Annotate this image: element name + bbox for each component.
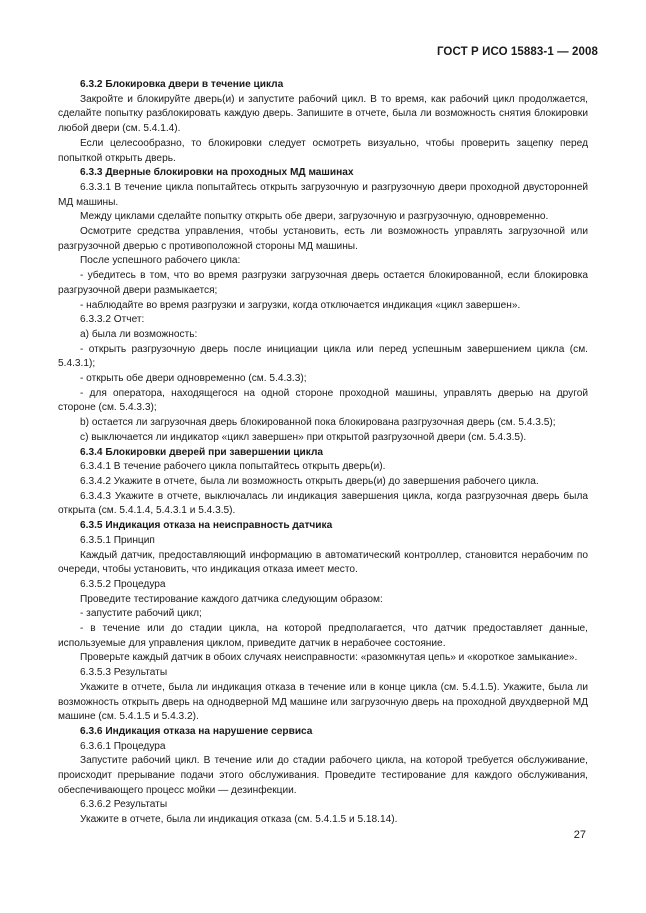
paragraph: 6.3.4.1 В течение рабочего цикла попытайтесь открыть дверь(и). [80, 461, 386, 473]
paragraph: Укажите в отчете, была ли индикация отказа в течение или в конце цикла (см. 5.4.1.5). Укажите, была ли возможность открыть дверь на однодверной МД машине или загрузочную дверь на проходной двухдверной МД машине (см. 5.4.1.5 и 5.4.3.2). [58, 681, 588, 723]
page-number: 27 [573, 829, 586, 841]
list-item: - наблюдайте во время разгрузки и загрузки, когда отключается индикация «цикл завершен». [80, 299, 521, 311]
subsection-title: 6.3.6.1 Процедура [80, 740, 166, 752]
subsection-title: 6.3.5.2 Процедура [80, 578, 166, 590]
list-item: - запустите рабочий цикл; [80, 608, 202, 620]
section-heading: 6.3.2 Блокировка двери в течение цикла [80, 79, 284, 90]
paragraph: Между циклами сделайте попытку открыть обе двери, загрузочную и разгрузочную, одновременно. [80, 211, 549, 223]
list-item: - убедитесь в том, что во время разгрузки загрузочная дверь остается блокированной, если блокировка разгрузочной двери размыкается; [58, 270, 588, 296]
list-item: b) остается ли загрузочная дверь блокированной пока блокирована разгрузочная дверь (см. 5.4.3.5); [80, 417, 556, 429]
paragraph: Осмотрите средства управления, чтобы установить, есть ли возможность управлять загрузочной или разгрузочной дверью с противоположной стороны МД машины. [58, 226, 588, 252]
list-item: - в течение или до стадии цикла, на которой предполагается, что датчик предоставляет данные, используемые для управления циклом, приведите датчик в нерабочее состояние. [58, 623, 588, 649]
section-heading: 6.3.6 Индикация отказа на нарушение сервиса [80, 725, 313, 737]
list-item: - открыть разгрузочную дверь после инициации цикла или перед успешным завершением цикла (см. 5.4.3.1); [58, 343, 588, 370]
paragraph: Проверьте каждый датчик в обоих случаях неисправности: «разомкнутая цепь» и «короткое замыкание». [80, 652, 578, 664]
paragraph: 6.3.3.1 В течение цикла попытайтесь открыть загрузочную и разгрузочную двери проходной двусторонней МД машины. [58, 181, 588, 208]
paragraph: Проведите тестирование каждого датчика следующим образом: [80, 593, 383, 605]
subsection-title: 6.3.5.3 Результаты [80, 667, 168, 679]
section-heading: 6.3.4 Блокировки дверей при завершении цикла [80, 446, 324, 458]
standard-header: ГОСТ Р ИСО 15883-1 — 2008 [436, 46, 598, 58]
list-item: - открыть обе двери одновременно (см. 5.4.3.3); [80, 373, 307, 385]
subsection-title: 6.3.5.1 Принцип [80, 534, 155, 546]
section-heading: 6.3.5 Индикация отказа на неисправность датчика [80, 520, 333, 532]
list-item: - для оператора, находящегося на одной стороне проходной машины, управлять дверью на другой стороне (см. 5.4.3.3); [58, 387, 588, 414]
paragraph: Укажите в отчете, была ли индикация отказа (см. 5.4.1.5 и 5.18.14). [80, 814, 398, 826]
paragraph: Каждый датчик, предоставляющий информацию в автоматический контроллер, становится нерабочим по очереди, чтобы установить, что индикация отказа имеет место. [58, 549, 588, 576]
paragraph: 6.3.3.2 Отчет: [80, 314, 145, 326]
subsection-title: 6.3.6.2 Результаты [80, 799, 168, 811]
paragraph: Если целесообразно, то блокировки следует осмотреть визуально, чтобы проверить зацепку перед попыткой открыть дверь. [58, 137, 588, 164]
paragraph: Закройте и блокируйте дверь(и) и запустите рабочий цикл. В то время, как рабочий цикл продолжается, сделайте попытку разблокировать каждую дверь. Запишите в отчете, была ли возможность снятия блокировки любой двери (см. 5.4.1.4). [58, 93, 588, 135]
paragraph: Запустите рабочий цикл. В течение или до стадии рабочего цикла, на которой требуется обслуживание, происходит прерывание подачи этого обслуживания. Проведите тестирование для каждого обслуживания, обеспечивающего процесс мойки — дезинфекции. [58, 755, 588, 796]
section-heading: 6.3.3 Дверные блокировки на проходных МД машинах [80, 167, 354, 179]
document-body [58, 78, 588, 828]
list-item: с) выключается ли индикатор «цикл завершен» при открытой разгрузочной двери (см. 5.4.3.5). [80, 431, 527, 443]
paragraph: После успешного рабочего цикла: [80, 255, 241, 267]
paragraph: 6.3.4.2 Укажите в отчете, была ли возможность открыть дверь(и) до завершения рабочего цикла. [80, 475, 539, 487]
paragraph: 6.3.4.3 Укажите в отчете, выключалась ли индикация завершения цикла, когда разгрузочная дверь была открыта (см. 5.4.1.4, 5.4.3.1 и 5.4.3.5). [58, 490, 588, 517]
list-item: а) была ли возможность: [80, 328, 198, 340]
